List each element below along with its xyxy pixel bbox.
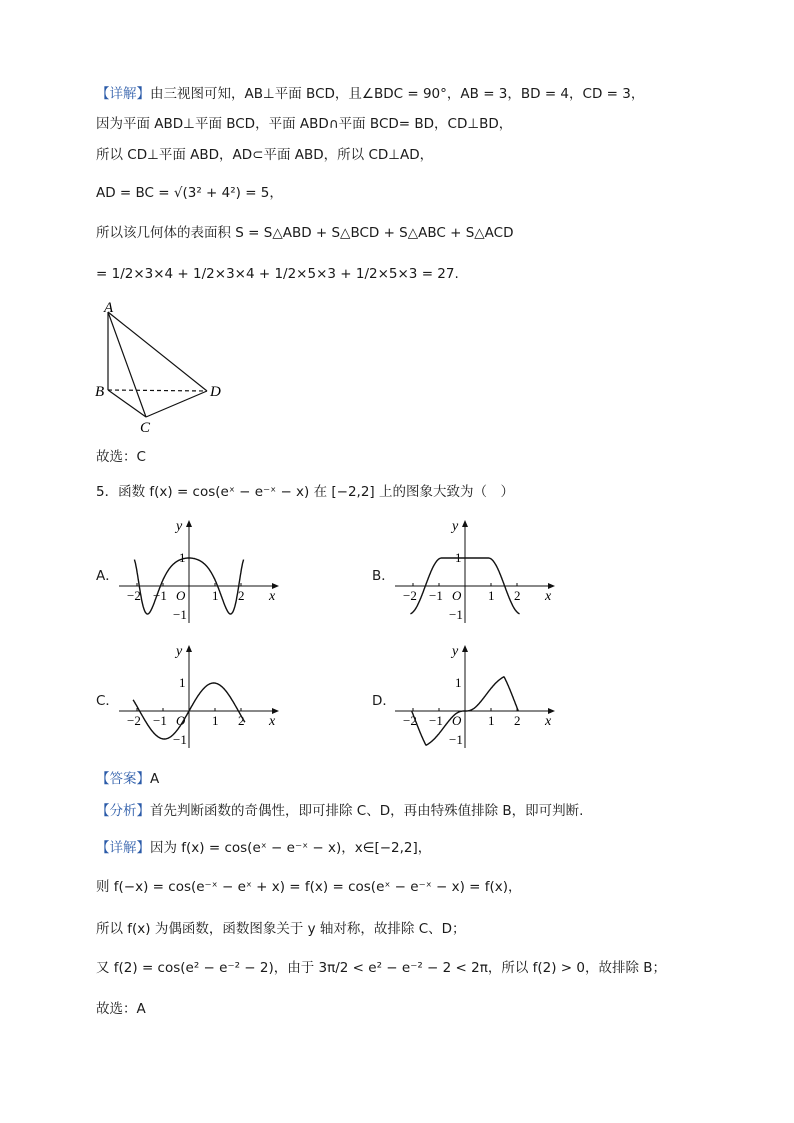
y-axis-arrow bbox=[462, 520, 468, 527]
y-tick-label: −1 bbox=[173, 732, 187, 747]
y-axis-label: y bbox=[452, 644, 459, 659]
x-tick-label: −2 bbox=[127, 588, 141, 603]
question-text: 函数 f(x) = cos(eˣ − e⁻ˣ − x) 在 [−2,2] 上的图象大致为（ ） bbox=[118, 484, 514, 500]
solution-detail-tag: 【详解】 bbox=[96, 840, 150, 856]
x-tick-label: 2 bbox=[238, 713, 245, 728]
answer-line bbox=[96, 769, 159, 789]
vertex-d: D bbox=[210, 384, 221, 400]
final-answer: 故选：A bbox=[96, 1001, 146, 1017]
x-tick-label: O bbox=[452, 713, 462, 728]
option-c-graph bbox=[114, 643, 284, 753]
solution-detail-1: 【详解】因为 f(x) = cos(eˣ − e⁻ˣ − x)，x∈[−2,2]， bbox=[96, 840, 432, 856]
x-tick-label: O bbox=[452, 588, 462, 603]
x-tick-label: −1 bbox=[153, 713, 167, 728]
y-tick-label: 1 bbox=[179, 550, 186, 565]
surface-area-calc: = 1/2×3×4 + 1/2×3×4 + 1/2×5×3 + 1/2×5×3 = 27. bbox=[96, 266, 459, 282]
option-c-label: C． bbox=[96, 693, 119, 709]
option-b-label: B． bbox=[372, 568, 395, 584]
x-tick-label: −1 bbox=[429, 713, 443, 728]
vertex-a: A bbox=[104, 300, 114, 316]
x-tick-label: 2 bbox=[514, 713, 521, 728]
option-d-label: D． bbox=[372, 693, 396, 709]
detail-line-3: 所以 CD⊥平面 ABD，AD⊂平面 ABD，所以 CD⊥AD， bbox=[96, 147, 434, 163]
detail-line-1: 【详解】由三视图可知，AB⊥平面 BCD，且∠BDC = 90°，AB = 3，BD = 4，CD = 3， bbox=[96, 86, 645, 102]
answer-prev: 故选：C bbox=[96, 449, 146, 465]
x-axis-label: x bbox=[545, 714, 552, 729]
y-tick-label: −1 bbox=[449, 607, 463, 622]
x-tick-label: 1 bbox=[212, 713, 219, 728]
analysis-line: 【分析】首先判断函数的奇偶性，即可排除 C、D，再由特殊值排除 B，即可判断. bbox=[96, 803, 584, 819]
y-axis-arrow bbox=[186, 520, 192, 527]
solution-detail-2: 则 f(−x) = cos(e⁻ˣ − eˣ + x) = f(x) = cos(eˣ − e⁻ˣ − x) = f(x)， bbox=[96, 879, 522, 895]
surface-area-formula: 所以该几何体的表面积 S = S△ABD + S△BCD + S△ABC + S△ACD bbox=[96, 225, 514, 241]
x-tick-label: −1 bbox=[153, 588, 167, 603]
question-number: 5． bbox=[96, 484, 119, 500]
vertex-c: C bbox=[140, 420, 151, 436]
x-tick-label: 2 bbox=[238, 588, 245, 603]
x-axis-label: x bbox=[269, 589, 276, 604]
x-axis-label: x bbox=[545, 589, 552, 604]
analysis-tag: 【分析】 bbox=[96, 803, 150, 819]
option-a-graph bbox=[114, 518, 284, 628]
y-tick-label: 1 bbox=[179, 675, 186, 690]
detail-tag: 【详解】 bbox=[96, 86, 150, 102]
solution-detail-4: 又 f(2) = cos(e² − e⁻² − 2)，由于 3π/2 < e² − e⁻² − 2 < 2π，所以 f(2) > 0，故排除 B； bbox=[96, 960, 667, 976]
y-tick-label: 1 bbox=[455, 550, 462, 565]
edge-bc bbox=[108, 390, 146, 417]
x-tick-label: −2 bbox=[403, 588, 417, 603]
y-tick-label: 1 bbox=[455, 675, 462, 690]
y-tick-label: −1 bbox=[173, 607, 187, 622]
solution-detail-3: 所以 f(x) 为偶函数，函数图象关于 y 轴对称，故排除 C、D； bbox=[96, 921, 466, 937]
x-tick-label: −1 bbox=[429, 588, 443, 603]
detail-line-4: AD = BC = √(3² + 4²) = 5， bbox=[96, 185, 283, 201]
x-tick-label: −2 bbox=[127, 713, 141, 728]
detail-line-2: 因为平面 ABD⊥平面 BCD，平面 ABD∩平面 BCD= BD，CD⊥BD， bbox=[96, 116, 513, 132]
x-tick-label: 1 bbox=[488, 588, 495, 603]
edge-bd-hidden bbox=[108, 390, 207, 391]
option-b-graph bbox=[390, 518, 560, 628]
x-tick-label: O bbox=[176, 588, 186, 603]
answer-value: A bbox=[150, 771, 160, 787]
vertex-b: B bbox=[95, 384, 105, 400]
x-tick-label: 1 bbox=[212, 588, 219, 603]
x-tick-label: 1 bbox=[488, 713, 495, 728]
y-axis-label: y bbox=[176, 519, 183, 534]
y-axis-arrow bbox=[462, 645, 468, 652]
x-tick-label: 2 bbox=[514, 588, 521, 603]
y-axis-arrow bbox=[186, 645, 192, 652]
x-tick-label: −2 bbox=[403, 713, 417, 728]
y-axis-label: y bbox=[176, 644, 183, 659]
tetrahedron-figure bbox=[90, 298, 240, 438]
option-a-label: A． bbox=[96, 568, 119, 584]
y-tick-label: −1 bbox=[449, 732, 463, 747]
answer-tag: 【答案】 bbox=[96, 771, 150, 787]
question-5 bbox=[96, 482, 514, 502]
edge-cd bbox=[146, 391, 207, 417]
x-axis-label: x bbox=[269, 714, 276, 729]
x-tick-label: O bbox=[176, 713, 186, 728]
y-axis-label: y bbox=[452, 519, 459, 534]
option-d-graph bbox=[390, 643, 560, 753]
